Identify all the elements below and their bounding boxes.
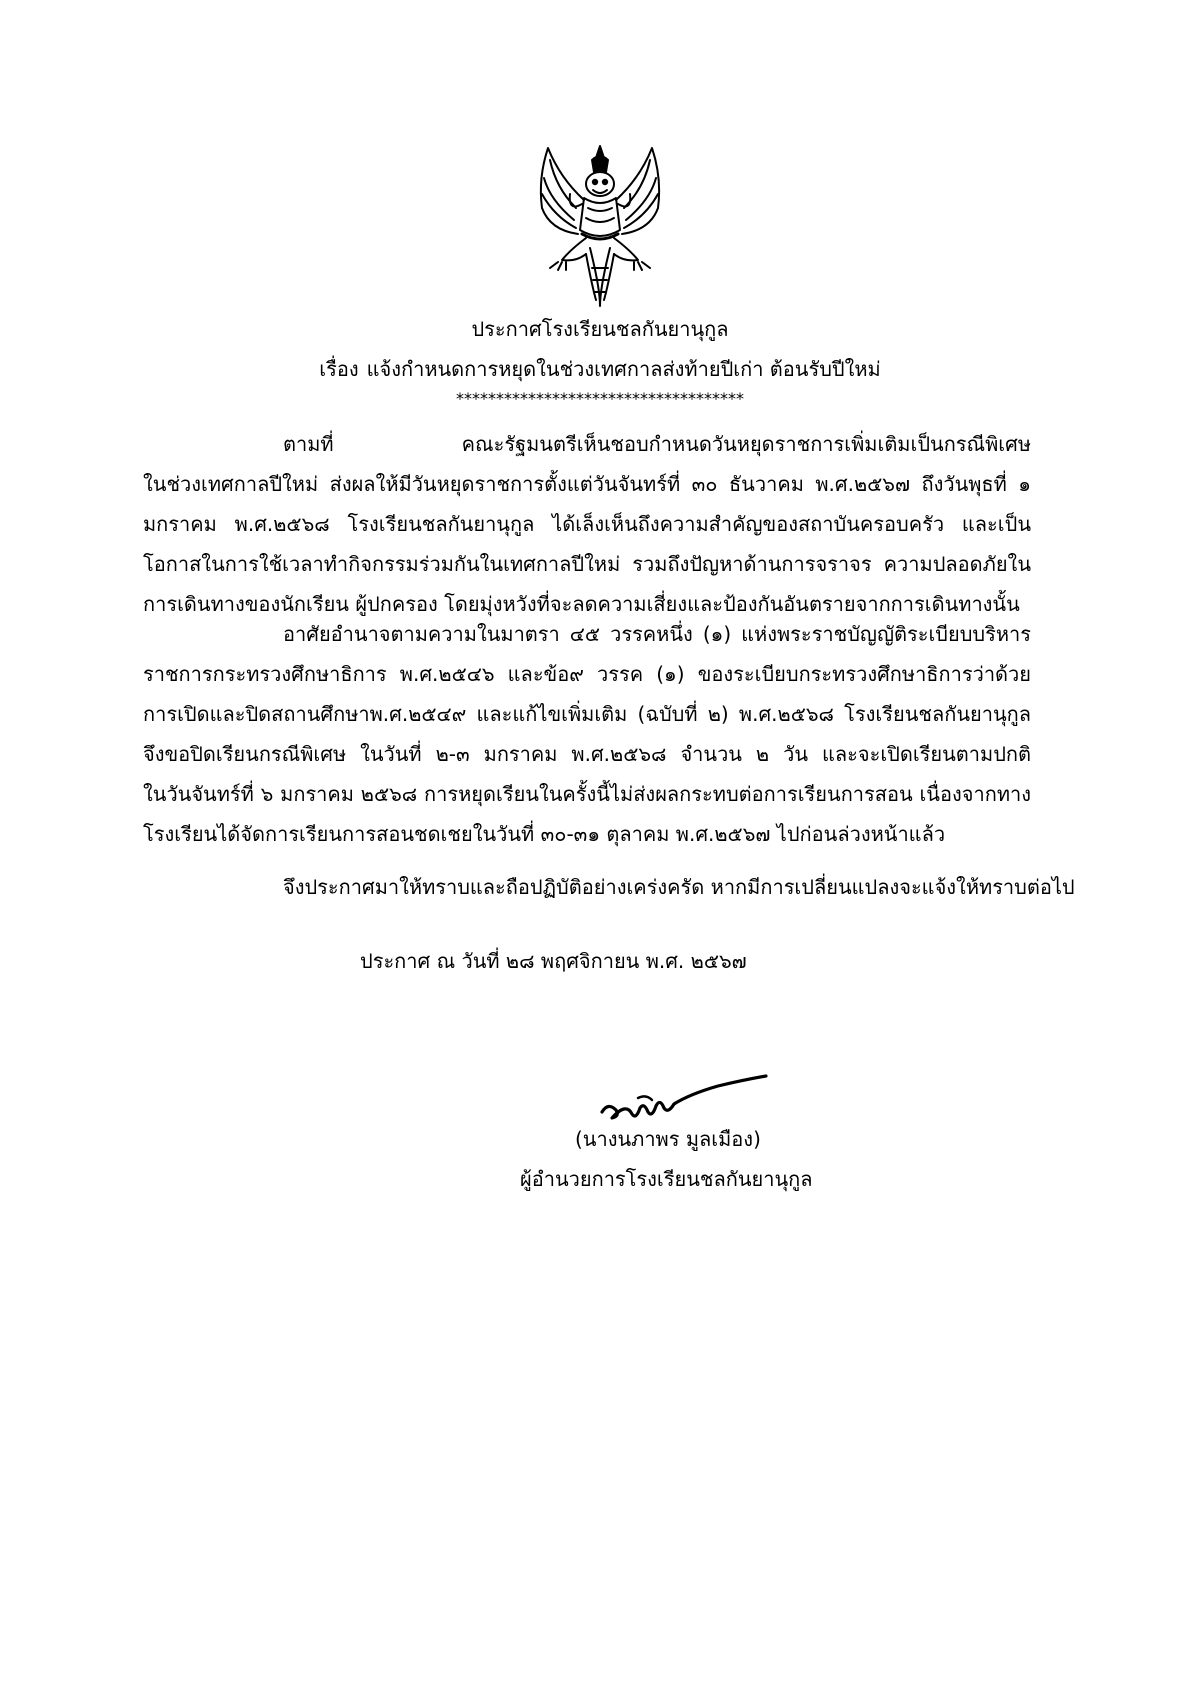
paragraph-2-line: ในวันจันทร์ที่ ๖ มกราคม ๒๕๖๘ การหยุดเรียนในครั้งนี้ไม่ส่งผลกระทบต่อการเรียนการสอน เนื่องจากทาง (143, 782, 1031, 806)
paragraph-1 (143, 424, 1031, 624)
paragraph-1-line: โอกาสในการใช้เวลาทำกิจกรรมร่วมกันในเทศกาลปีใหม่ รวมถึงปัญหาด้านการจราจร ความปลอดภัยใน (143, 552, 1031, 576)
announcement-title: ประกาศโรงเรียนชลกันยานุกูล (471, 317, 729, 341)
paragraph-2-line: โรงเรียนได้จัดการเรียนการสอนชดเชยในวันที่ ๓๐-๓๑ ตุลาคม พ.ศ.๒๕๖๗ ไปก่อนล่วงหน้าแล้ว (143, 822, 946, 846)
subject-text: แจ้งกำหนดการหยุดในช่วงเทศกาลส่งท้ายปีเก่า ต้อนรับปีใหม่ (366, 357, 881, 381)
handwritten-signature (598, 1072, 768, 1132)
announcement-subject (0, 354, 1200, 384)
signer-name: (นางนภาพร มูลเมือง) (575, 1127, 761, 1151)
subject-label: เรื่อง (319, 357, 359, 381)
paragraph-1-line: ในช่วงเทศกาลปีใหม่ ส่งผลให้มีวันหยุดราชการตั้งแต่วันจันทร์ที่ ๓๐ ธันวาคม พ.ศ.๒๕๖๗ ถึงวันพุธที่ ๑ (143, 472, 1031, 496)
paragraph-1-line: การเดินทางของนักเรียน ผู้ปกครอง โดยมุ่งหวังที่จะลดความเสี่ยงและป้องกันอันตรายจากการเดินทางนั้น (143, 592, 1020, 616)
closing-statement: จึงประกาศมาให้ทราบและถือปฏิบัติอย่างเคร่งครัด หากมีการเปลี่ยนแปลงจะแจ้งให้ทราบต่อไป (283, 875, 1075, 899)
announcement-date: ประกาศ ณ วันที่ ๒๘ พฤศจิกายน พ.ศ. ๒๕๖๗ (360, 949, 747, 973)
title-divider: ************************************ (456, 389, 744, 408)
paragraph-2-line: อาศัยอำนาจตามความในมาตรา ๔๕ วรรคหนึ่ง (๑) แห่งพระราชบัญญัติระเบียบบริหาร (283, 622, 1031, 646)
signer-position: ผู้อำนวยการโรงเรียนชลกันยานุกูล (520, 1167, 813, 1191)
paragraph-1-line: ตามที่ คณะรัฐมนตรีเห็นชอบกำหนดวันหยุดราชการเพิ่มเติมเป็นกรณีพิเศษ (283, 432, 1031, 456)
paragraph-1-line: มกราคม พ.ศ.๒๕๖๘ โรงเรียนชลกันยานุกูล ได้เล็งเห็นถึงความสำคัญของสถาบันครอบครัว และเป็น (143, 512, 1031, 536)
garuda-emblem-icon (520, 138, 680, 313)
paragraph-2-line: การเปิดและปิดสถานศึกษาพ.ศ.๒๕๔๙ และแก้ไขเพิ่มเติม (ฉบับที่ ๒) พ.ศ.๒๕๖๘ โรงเรียนชลกันยานุกูล (143, 702, 1031, 726)
paragraph-2-line: ราชการกระทรวงศึกษาธิการ พ.ศ.๒๕๔๖ และข้อ๙ วรรค (๑) ของระเบียบกระทรวงศึกษาธิการว่าด้วย (143, 662, 1031, 686)
paragraph-2 (143, 614, 1031, 854)
paragraph-2-line: จึงขอปิดเรียนกรณีพิเศษ ในวันที่ ๒-๓ มกราคม พ.ศ.๒๕๖๘ จำนวน ๒ วัน และจะเปิดเรียนตามปกติ (143, 742, 1031, 766)
